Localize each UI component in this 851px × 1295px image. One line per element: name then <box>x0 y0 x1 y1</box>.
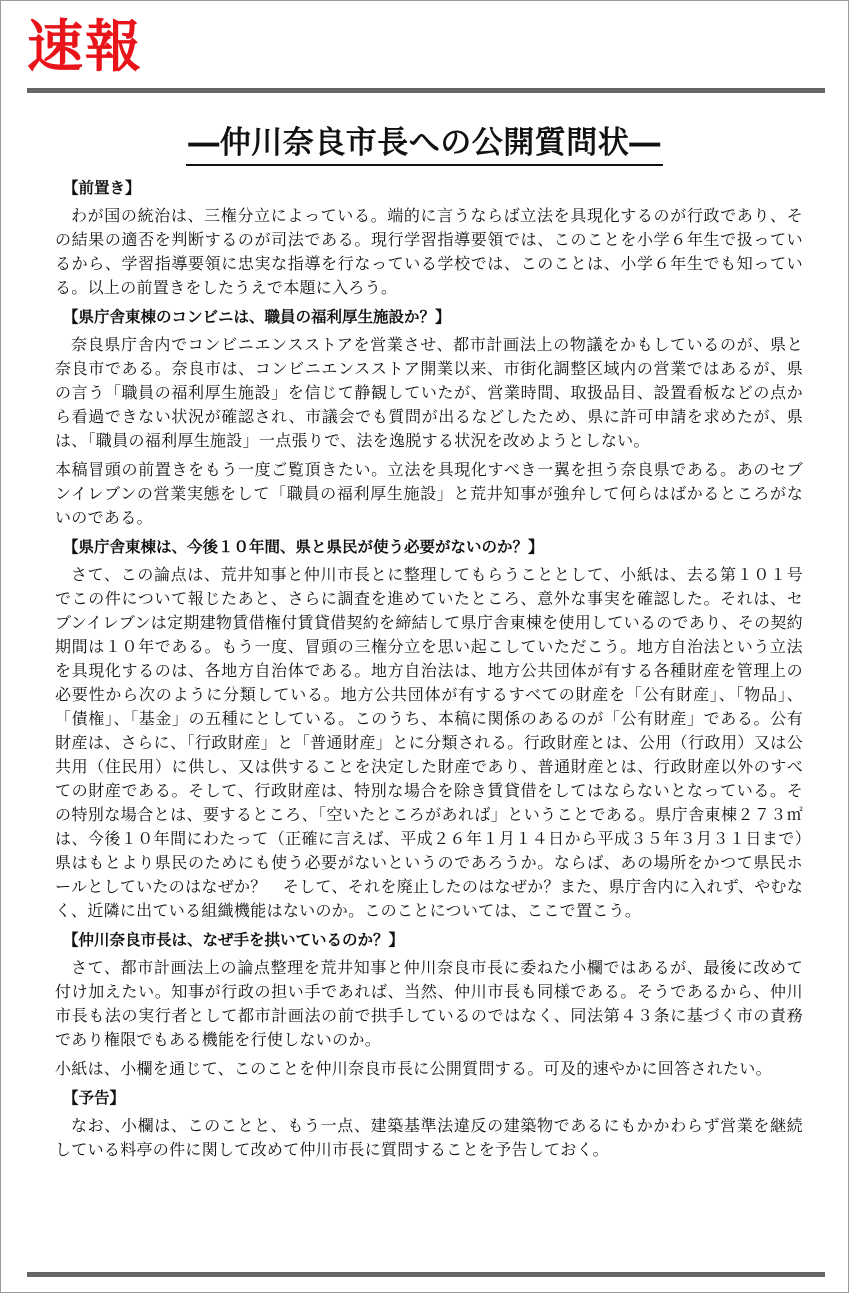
top-divider <box>27 88 825 93</box>
section-heading-notice: 【予告】 <box>63 1089 126 1107</box>
section-heading-preface: 【前置き】 <box>63 179 141 197</box>
paragraph: さて、この論点は、荒井知事と仲川市長とに整理してもらうこととして、小紙は、去る第１０１号でこの件について報じたあと、さらに調査を進めていたところ、意外な事実を確認した。それは、セブンイレブンは定期建物賃借権付賃貸借契約を締結して県庁舎東棟を使用しているのであり、その契約期間は１０年である。もう一度、冒頭の三権分立を思い起こしていただこう。地方自治法という立法を具現化するのは、各地方自治体である。地方自治法は、地方公共団体が有する各種財産を管理上の必要性から次のように分類している。地方公共団体が有するすべての財産を「公有財産」、「物品」、「債権」、「基金」の五種にとしている。このうち、本稿に関係のあるのが「公有財産」である。公有財産は、さらに、「行政財産」と「普通財産」とに分類される。行政財産とは、公用（行政用）又は公共用（住民用）に供し、又は供することを決定した財産であり、普通財産とは、行政財産以外のすべての財産である。そして、行政財産は、特別な場合を除き賃貸借をしてはならないとなっている。その特別な場合とは、要するところ、「空いたところがあれば」ということである。県庁舎東棟２７３㎡は、今後１０年間にわたって（正確に言えば、平成２６年１月１４日から平成３５年３月３１日まで）県はもとより県民のためにも使う必要がないというのであろうか。ならば、あの場所をかつて県民ホールとしていたのはなぜか？ そして、それを廃止したのはなぜか？また、県庁舎内に入れず、やむなく、近隣に出ている組織機能はないのか。このことについては、ここで置こう。 <box>55 565 803 920</box>
paragraph: 本稿冒頭の前置きをもう一度ご覧頂きたい。立法を具現化すべき一翼を担う奈良県である。あのセブンイレブンの営業実態をして「職員の福利厚生施設」と荒井知事が強弁して何らはばかるところがないのである。 <box>55 460 803 527</box>
section-heading-east-building: 【県庁舎東棟は、今後１０年間、県と県民が使う必要がないのか？】 <box>63 538 544 556</box>
section-heading-convenience-store: 【県庁舎東棟のコンビニは、職員の福利厚生施設か？】 <box>63 308 451 326</box>
paragraph: わが国の統治は、三権分立によっている。端的に言うならば立法を具現化するのが行政であり、その結果の適否を判断するのが司法である。現行学習指導要領では、このことを小学６年生で扱っているから、学習指導要領に忠実な指導を行なっている学校では、このことは、小学６年生でも知っている。以上の前置きをしたうえで本題に入ろう。 <box>55 206 803 297</box>
paragraph: 奈良県庁舎内でコンビニエンスストアを営業させ、都市計画法上の物議をかもしているのが、県と奈良市である。奈良市は、コンビニエンスストア開業以来、市街化調整区域内の営業ではあるが、県の言う「職員の福利厚生施設」を信じて静観していたが、営業時間、取扱品目、設置看板などの点から看過できない状況が確認され、市議会でも質問が出るなどしたため、県に許可申請を求めたが、県は、「職員の福利厚生施設」一点張りで、法を逸脱する状況を改めようとしない。 <box>55 335 803 450</box>
article-body <box>55 176 803 1167</box>
paragraph: なお、小欄は、このことと、もう一点、建築基準法違反の建築物であるにもかかわらず営業を継続している料亭の件に関して改めて仲川市長に質問することを予告しておく。 <box>55 1116 803 1159</box>
paragraph: 小紙は、小欄を通じて、このことを仲川奈良市長に公開質問する。可及的速やかに回答されたい。 <box>55 1059 772 1078</box>
breaking-news-badge: 速報 <box>27 14 143 80</box>
headline-text: ―仲川奈良市長への公開質問状― <box>186 123 663 166</box>
section-heading-mayor: 【仲川奈良市長は、なぜ手を拱いているのか？】 <box>63 931 405 949</box>
paragraph: さて、都市計画法上の論点整理を荒井知事と仲川奈良市長に委ねた小欄ではあるが、最後に改めて付け加えたい。知事が行政の担い手であれば、当然、仲川市長も同様である。そうであるから、仲川市長も法の実行者として都市計画法の前で拱手しているのではなく、同法第４３条に基づく市の責務であり権限でもある機能を行使しないのか。 <box>55 958 803 1049</box>
headline <box>1 123 848 166</box>
bottom-divider <box>27 1272 825 1277</box>
